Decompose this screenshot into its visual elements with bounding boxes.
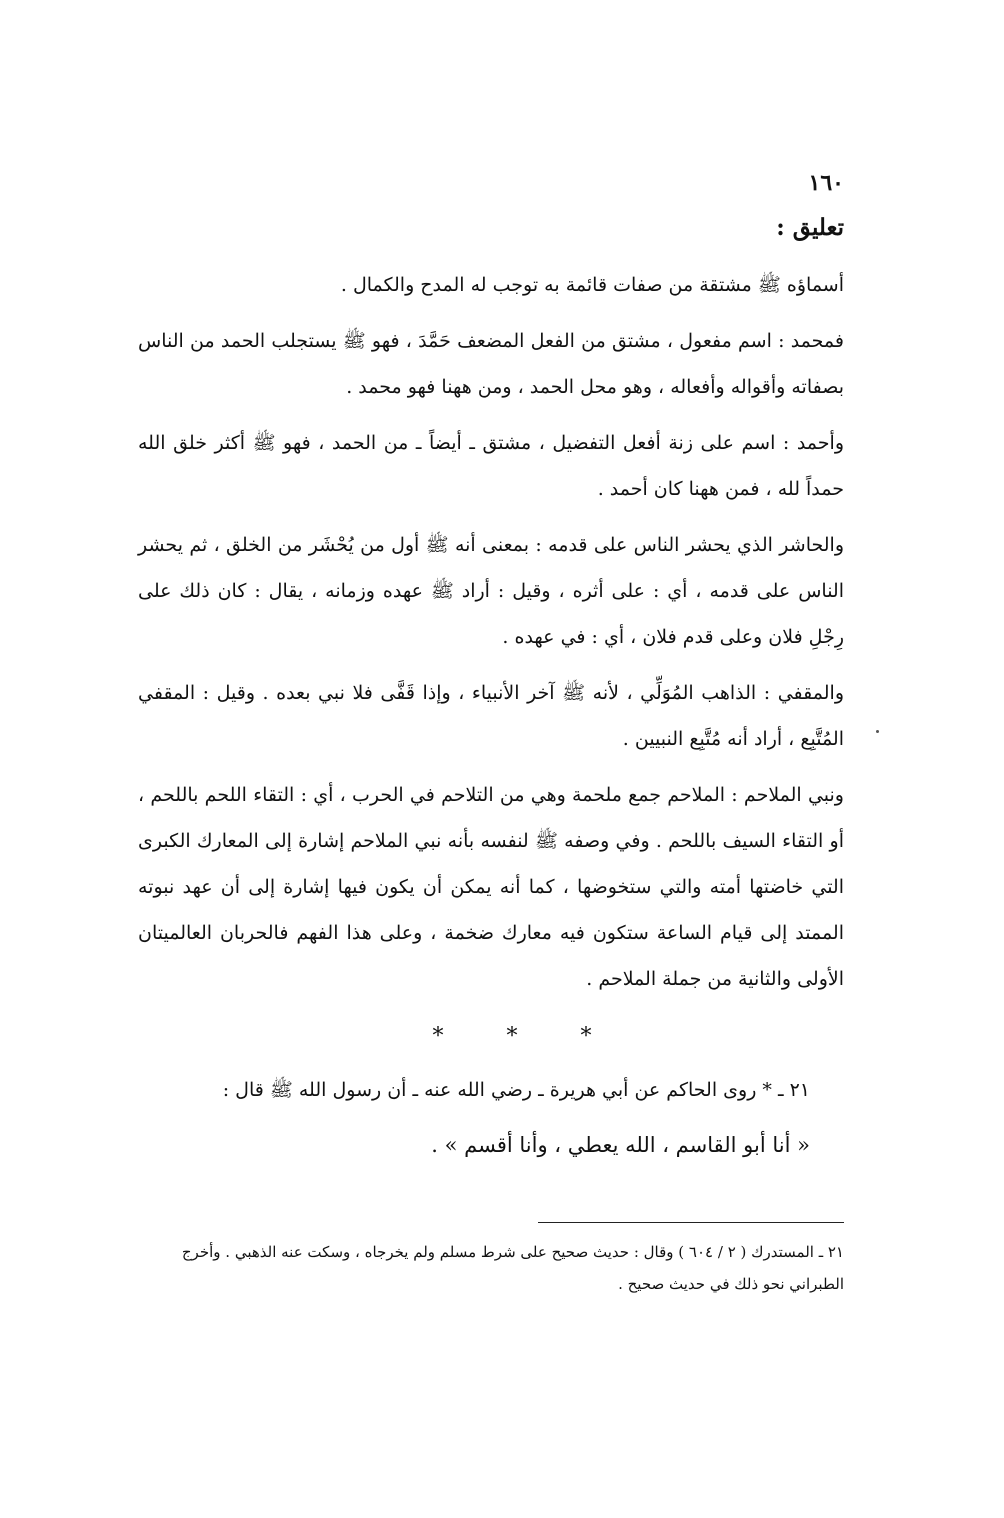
- paragraph-names-origin: أسماؤه ﷺ مشتقة من صفات قائمة به توجب له المدح والكمال .: [340, 274, 844, 296]
- margin-speck: [876, 730, 879, 733]
- section-separator: * * *: [432, 1024, 620, 1049]
- footnote-divider: [538, 1222, 844, 1223]
- paragraph-muhammad: فمحمد : اسم مفعول ، مشتق من الفعل المضعف حَمَّدَ ، فهو ﷺ يستجلب الحمد من الناس بصفاته وأقواله وأفعاله ، وهو محل الحمد ، ومن ههنا فهو محمد .: [138, 330, 844, 398]
- main-content: [138, 168, 844, 1169]
- paragraph-malahim: ونبي الملاحم : الملاحم جمع ملحمة وهي من التلاحم في الحرب ، أي : التقاء اللحم باللحم ، أو التقاء السيف باللحم . وفي وصفه ﷺ لنفسه بأنه نبي الملاحم إشارة إلى المعارك الكبرى التي خاضتها أمته والتي ستخوضها ، كما أنه يمكن أن يكون فيها إشارة إلى أن عهد نبوته الممتد إلى قيام الساعة ستكون فيه معارك ضخمة ، وعلى هذا الفهم فالحربان العالميتان الأولى والثانية من جملة الملاحم .: [138, 784, 844, 990]
- paragraph-ahmad: وأحمد : اسم على زنة أفعل التفضيل ، مشتق ـ أيضاً ـ من الحمد ، فهو ﷺ أكثر خلق الله حمداً لله ، فمن ههنا كان أحمد .: [138, 432, 844, 500]
- hadith-text: « أنا أبو القاسم ، الله يعطي ، وأنا أقسم » .: [431, 1133, 810, 1157]
- footnote: ٢١ ـ المستدرك ( ٢ / ٦٠٤ ) وقال : حديث صحيح على شرط مسلم ولم يخرجاه ، وسكت عنه الذهبي . وأخرج الطبراني نحو ذلك في حديث صحيح .: [181, 1243, 844, 1293]
- page-number: ١٦٠: [808, 170, 844, 196]
- paragraph-muqaffi: والمقفي : الذاهب المُوَلِّي ، لأنه ﷺ آخر الأنبياء ، وإذا قَفَّى فلا نبي بعده . وقيل : المقفي المُتَّبِع ، أراد أنه مُتَّبِع النبيين .: [138, 682, 844, 750]
- paragraph-hashir: والحاشر الذي يحشر الناس على قدمه : بمعنى أنه ﷺ أول من يُحْشَر من الخلق ، ثم يحشر الناس على قدمه ، أي : على أثره ، وقيل : أراد ﷺ عهده وزمانه ، يقال : كان ذلك على رِجْلِ فلان وعلى قدم فلان ، أي : في عهده .: [138, 534, 844, 648]
- hadith-intro: ٢١ ـ * روى الحاكم عن أبي هريرة ـ رضي الله عنه ـ أن رسول الله ﷺ قال :: [222, 1079, 810, 1101]
- section-heading: تعليق :: [776, 214, 844, 241]
